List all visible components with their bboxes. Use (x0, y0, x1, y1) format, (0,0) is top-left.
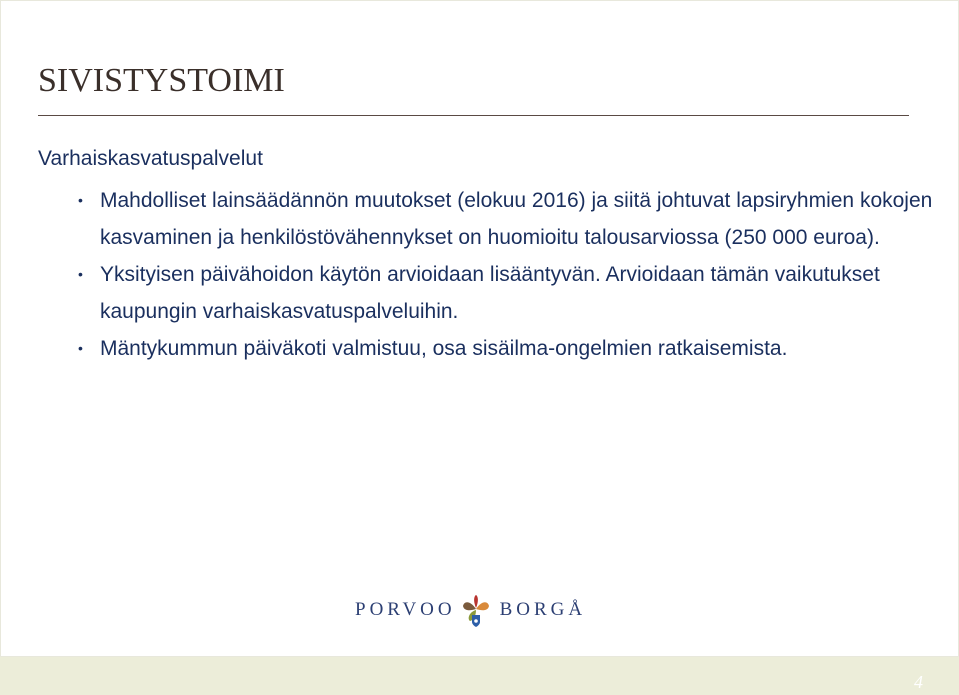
bullet-text: Yksityisen päivähoidon käytön arvioidaan lisääntyvän. Arvioidaan tämän vaikutukset kaupungin varhaiskasvatuspalveluihin. (100, 263, 880, 323)
bullet-item (78, 256, 938, 330)
title-divider (38, 115, 909, 116)
logo-emblem-icon (458, 592, 494, 628)
bullet-text: Mäntykummun päiväkoti valmistuu, osa sisäilma-ongelmien ratkaisemista. (100, 337, 788, 360)
bullet-marker: • (78, 340, 83, 356)
page-number: 4 (914, 672, 923, 692)
bullet-item (78, 330, 938, 367)
bullet-marker: • (78, 192, 83, 208)
logo-text-porvoo: PORVOO (355, 599, 456, 620)
bullet-marker: • (78, 266, 83, 282)
porvoo-borga-logo (355, 592, 586, 628)
section-heading: Varhaiskasvatuspalvelut (38, 147, 263, 170)
logo-text-borga: BORGÅ (499, 599, 587, 620)
bullet-text: Mahdolliset lainsäädännön muutokset (elokuu 2016) ja siitä johtuvat lapsiryhmien kokojen kasvaminen ja henkilöstövähennykset on huomioitu talousarviossa (250 000 euroa). (100, 189, 933, 249)
bullet-item (78, 182, 938, 256)
bullet-list (78, 182, 938, 367)
slide-title: SIVISTYSTOIMI (38, 62, 285, 99)
footer-bar (0, 657, 959, 695)
